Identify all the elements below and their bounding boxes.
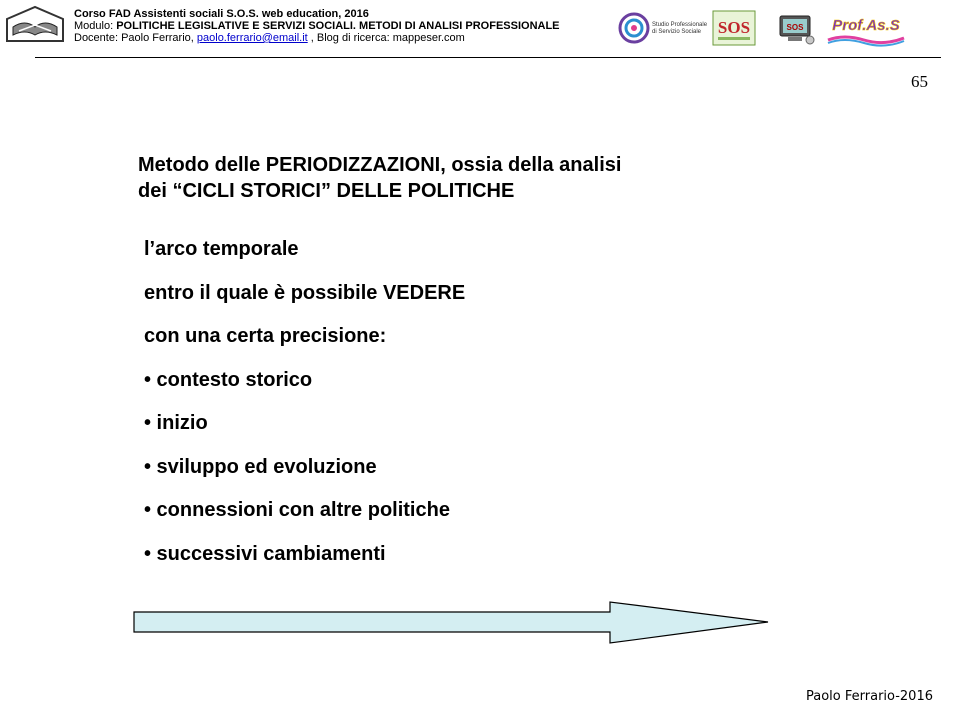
list-item: • sviluppo ed evoluzione [144,455,377,478]
sos-computer-logo-text: SOS [786,23,804,32]
timeline-arrow-icon [132,600,772,646]
sos-logo-icon [712,10,756,46]
page-number: 65 [911,72,928,91]
list-item: • successivi cambiamenti [144,542,386,565]
studio-professionale-logo-icon [618,10,708,46]
module-line: Modulo: POLITICHE LEGISLATIVE E SERVIZI SOCIALI. METODI DI ANALISI PROFESSIONALE [74,20,560,32]
list-item: • inizio [144,412,208,434]
slide-title [138,152,621,204]
list-item: con una certa precisione: [144,325,387,347]
sos-computer-logo-icon [776,10,816,46]
header-divider [35,57,941,58]
slide-title-line-2: dei “CICLI STORICI” DELLE POLITICHE [138,180,515,202]
list-item: • connessioni con altre politiche [144,499,450,521]
module-name: POLITICHE LEGISLATIVE E SERVIZI SOCIALI. METODI DI ANALISI PROFESSIONALE [116,20,560,32]
course-header [74,8,560,44]
list-item: l’arco temporale [144,238,299,260]
sos-logo-text: SOS [717,18,751,37]
studio-logo-text-2: di Servizio Sociale [652,29,702,35]
list-item: entro il quale è possibile VEDERE [144,281,466,304]
handshake-logo-icon [5,5,65,43]
list-item: • contesto storico [144,368,313,391]
slide-body-list [144,236,465,584]
profass-logo-icon [824,10,908,46]
teacher-line: Docente: Paolo Ferrario, paolo.ferrario@email.it , Blog di ricerca: mappeser.com [74,32,465,44]
studio-logo-text-1: Studio Professionale [652,22,708,28]
profass-logo-text: Prof.As.S [832,17,900,34]
email-link[interactable]: paolo.ferrario@email.it [196,32,308,44]
slide-title-line-1: Metodo delle PERIODIZZAZIONI, ossia della analisi [138,154,622,176]
footer-author: Paolo Ferrario-2016 [806,689,933,704]
course-title: Corso FAD Assistenti sociali S.O.S. web education, 2016 [74,8,369,20]
